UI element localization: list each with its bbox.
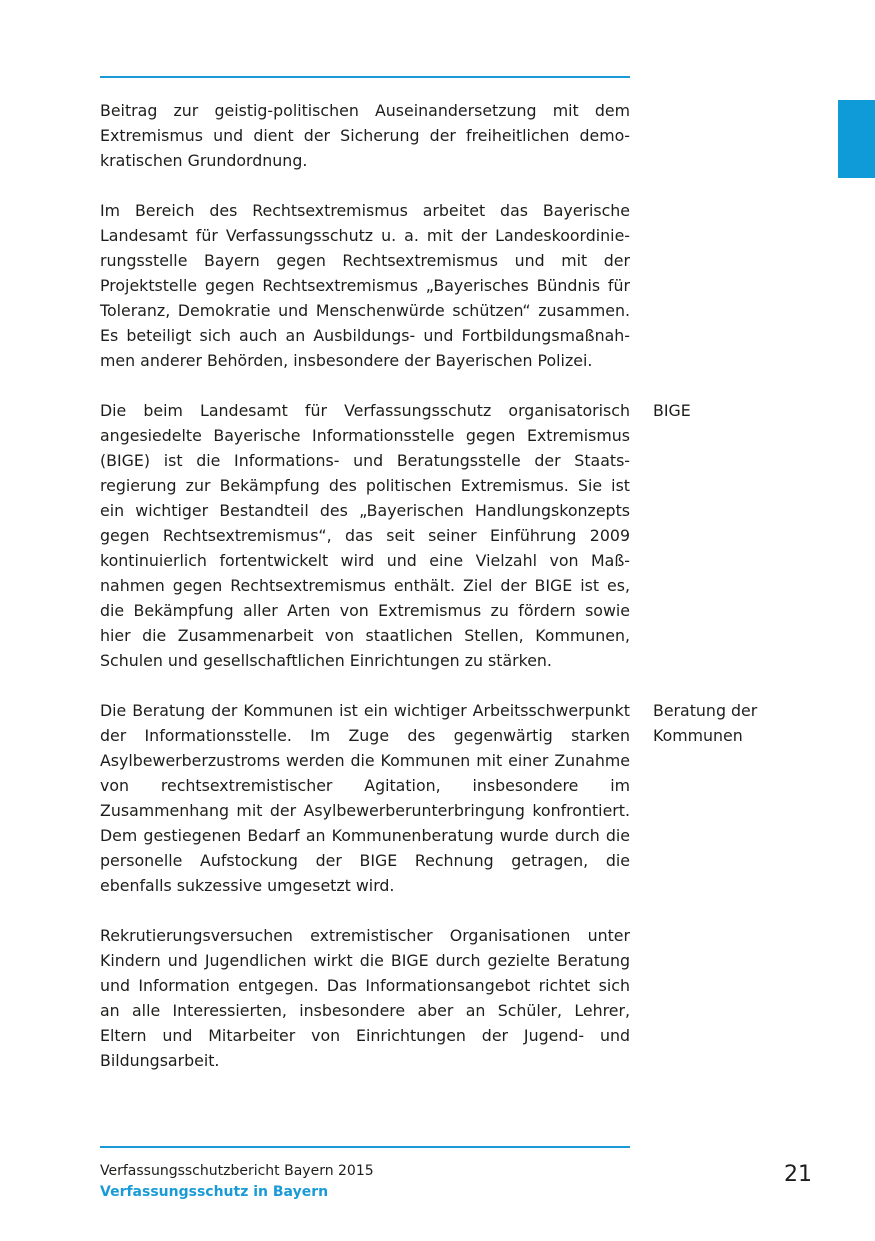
paragraph-5: Rekrutierungsversuchen extremistischer Organisationen unter Kindern und Jugendlichen wirkt die BIGE durch gezielte Beratung und Information entgegen. Das Informationsangebot richtet sich an alle Interessierten, insbesondere aber an Schüler, Lehrer, Eltern und Mitarbeiter von Einrichtungen der Jugend- und Bildungsarbeit. (100, 926, 630, 1070)
paragraph-2: Im Bereich des Rechtsextremismus arbeitet das Bayerische Landesamt für Verfassungsschutz u. a. mit der Landeskoordinierungsstelle Bayern gegen Rechtsextremismus und mit der Projektstelle gegen Rechtsextremismus „Bayerisches Bündnis für Toleranz, Demokratie und Menschenwürde schützen“ zusammen. Es beteiligt sich auch an Ausbildungs- und Fortbildungsmaßnahmen anderer Behörden, insbesondere der Bayerischen Polizei. (100, 201, 630, 370)
chapter-tab-marker (838, 100, 875, 178)
margin-note-beratung-line2: Kommunen (653, 726, 743, 745)
margin-note-beratung (653, 698, 813, 748)
margin-note-beratung-line1: Beratung der (653, 701, 758, 720)
footer-section-title: Verfassungsschutz in Bayern (100, 1184, 329, 1200)
footer-report-title: Verfassungsschutzbericht Bayern 2015 (100, 1163, 374, 1179)
paragraph-3: Die beim Landesamt für Verfassungsschutz organisatorisch angesiedelte Bayerische Informationsstelle gegen Extremismus (BIGE) ist die Informations- und Beratungsstelle der Staatsregierung zur Bekämpfung des politischen Extremismus. Sie ist ein wichtiger Bestandteil des „Bayerischen Handlungskonzepts gegen Rechtsextremismus“, das seit seiner Einführung 2009 kontinuierlich fortentwickelt wird und eine Vielzahl von Maßnahmen gegen Rechtsextremismus enthält. Ziel der BIGE ist es, die Bekämpfung aller Arten von Extremismus zu fördern sowie hier die Zusammenarbeit von staatlichen Stellen, Kommunen, Schulen und gesellschaftlichen Einrichtungen zu stärken. (100, 401, 630, 670)
bottom-divider (100, 1146, 630, 1148)
paragraph-4: Die Beratung der Kommunen ist ein wichtiger Arbeitsschwerpunkt der Informationsstelle. Im Zuge des gegenwärtig starken Asylbewerberzustroms werden die Kommunen mit einer Zunahme von rechtsextremistischer Agitation, insbesondere im Zusammenhang mit der Asylbewerberunterbringung konfrontiert. Dem gestiegenen Bedarf an Kommunenberatung wurde durch die personelle Aufstockung der BIGE Rechnung getragen, die ebenfalls sukzessive umgesetzt wird. (100, 701, 630, 895)
margin-note-bige: BIGE (653, 401, 691, 420)
paragraph-1: Beitrag zur geistig-politischen Auseinandersetzung mit dem Extremismus und dient der Sicherung der freiheitlichen demokratischen Grundordnung. (100, 101, 630, 170)
top-divider (100, 76, 630, 78)
page-number: 21 (784, 1162, 812, 1187)
